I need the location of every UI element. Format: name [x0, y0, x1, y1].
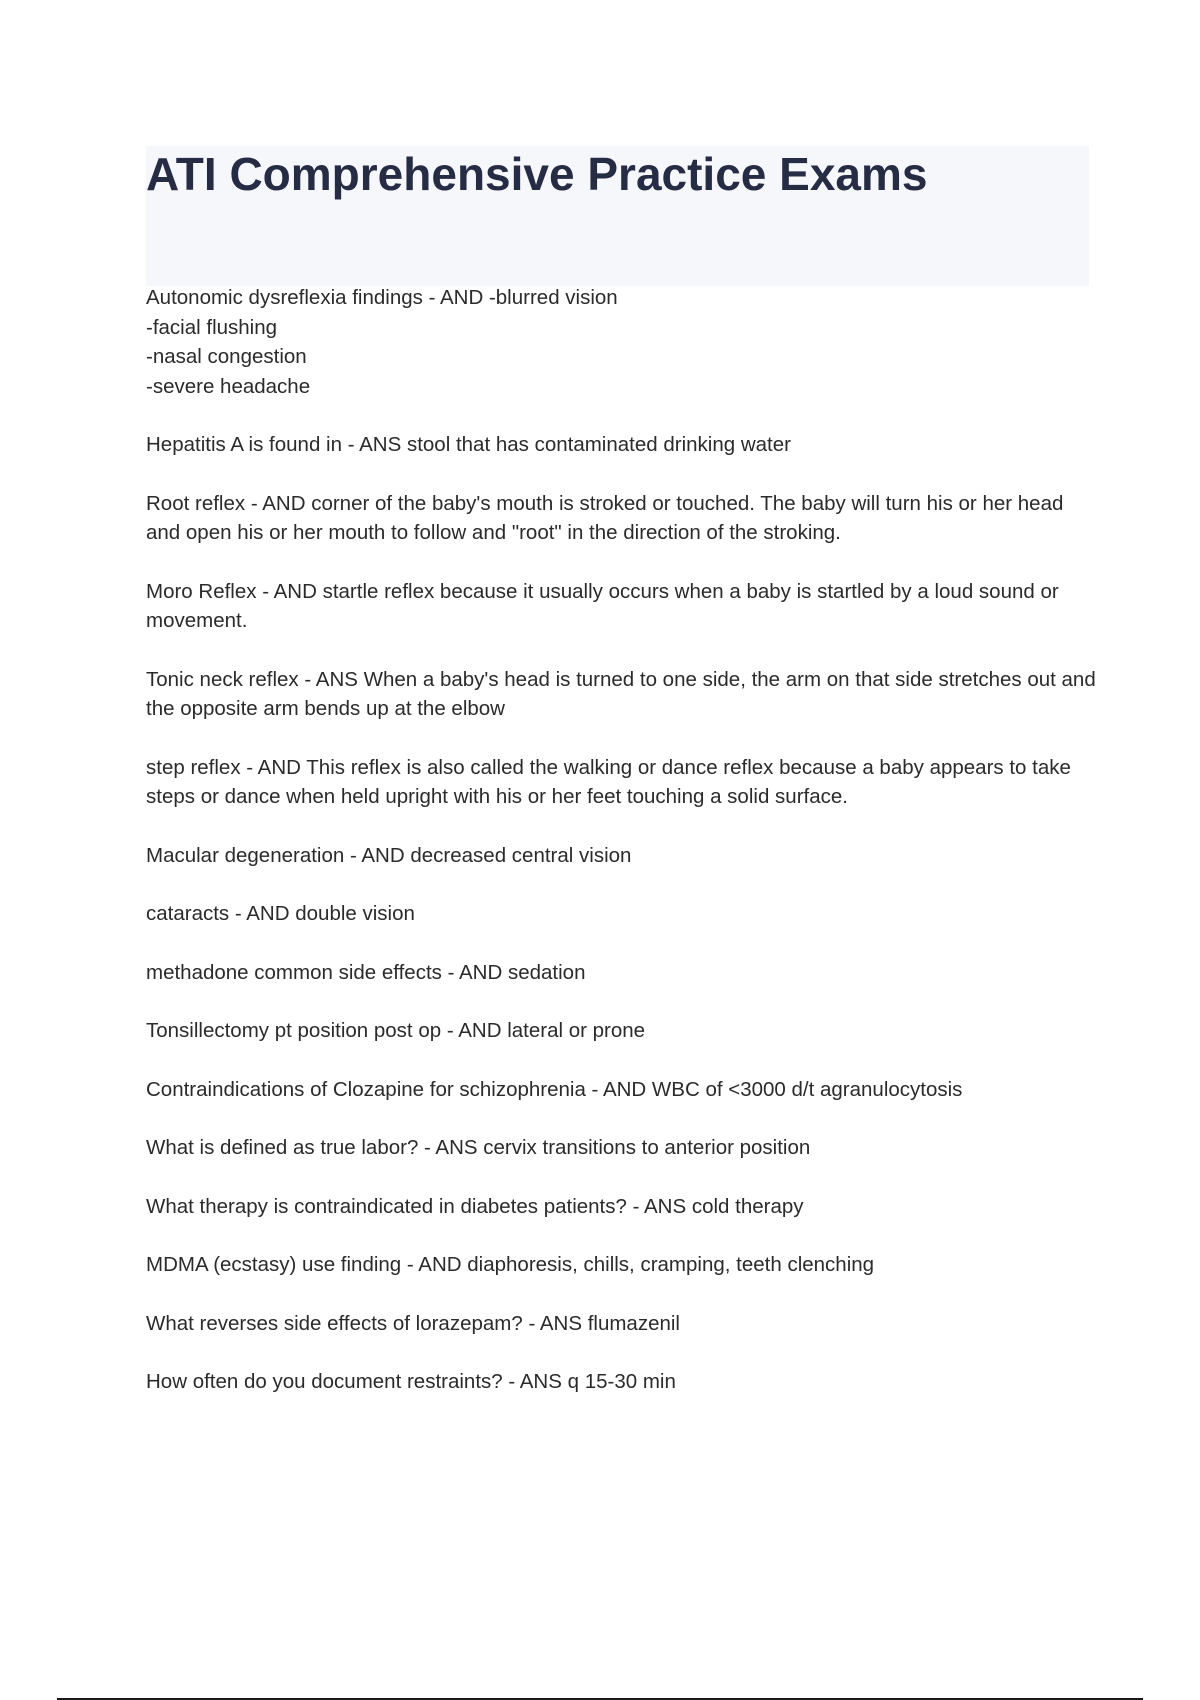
flashcard-entry: methadone common side effects - AND sedation — [146, 960, 586, 984]
flashcard-entry: How often do you document restraints? - ANS q 15-30 min — [146, 1370, 676, 1393]
flashcard-entry: What reverses side effects of lorazepam? - ANS flumazenil — [146, 1311, 680, 1335]
page-title: ATI Comprehensive Practice Exams — [146, 148, 928, 200]
title-banner — [146, 146, 1089, 286]
flashcard-entry: Tonsillectomy pt position post op - AND lateral or prone — [146, 1019, 646, 1042]
flashcard-entry: Macular degeneration - AND decreased central vision — [146, 843, 632, 867]
flashcard-entry: step reflex - AND This reflex is also called the walking or dance reflex because a baby appears to take steps or dance when held upright with his or her feet touching a solid surface. — [146, 755, 1071, 808]
flashcard-entry: Hepatitis A is found in - ANS stool that has contaminated drinking water — [146, 433, 791, 456]
flashcard-entry: Tonic neck reflex - ANS When a baby's head is turned to one side, the arm on that side stretches out and the opposite arm bends up at the elbow — [146, 667, 1096, 720]
flashcard-entry: What therapy is contraindicated in diabetes patients? - ANS cold therapy — [146, 1194, 804, 1218]
flashcard-entry: Root reflex - AND corner of the baby's mouth is stroked or touched. The baby will turn his or her head and open his or her mouth to follow and "root" in the direction of the stroking. — [146, 491, 1064, 544]
flashcard-entry: Contraindications of Clozapine for schizophrenia - AND WBC of <3000 d/t agranulocytosis — [146, 1077, 963, 1101]
flashcard-list — [146, 283, 1096, 1426]
flashcard-entry: cataracts - AND double vision — [146, 902, 415, 925]
flashcard-entry: MDMA (ecstasy) use finding - AND diaphoresis, chills, cramping, teeth clenching — [146, 1253, 875, 1276]
flashcard-entry: Autonomic dysreflexia findings - AND -blurred vision -facial flushing -nasal congestion -severe headache — [146, 286, 618, 398]
flashcard-entry: What is defined as true labor? - ANS cervix transitions to anterior position — [146, 1136, 811, 1159]
flashcard-entry: Moro Reflex - AND startle reflex because it usually occurs when a baby is startled by a loud sound or movement. — [146, 579, 1059, 632]
